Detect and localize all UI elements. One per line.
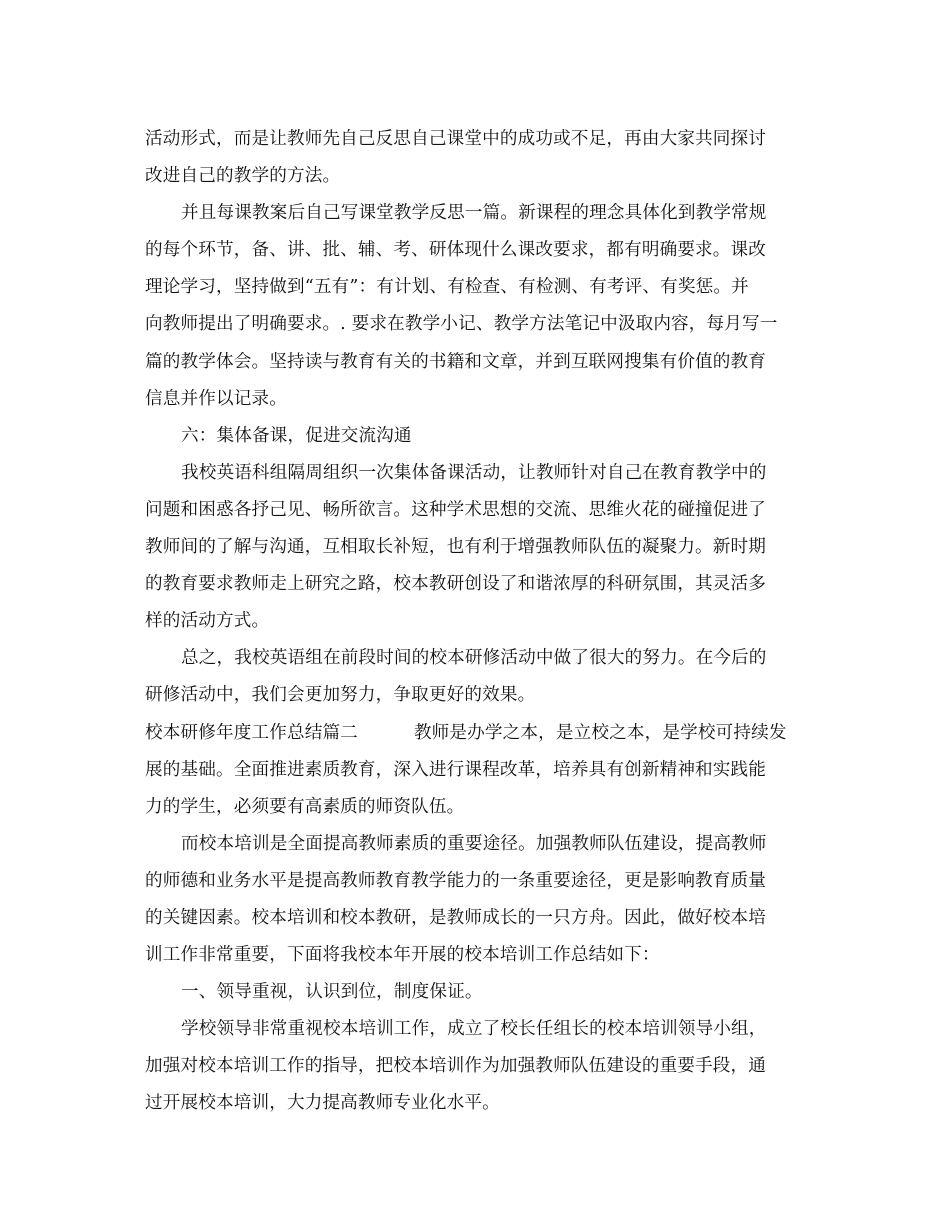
paragraph-start-line: 学校领导非常重视校本培训工作，成立了校长任组长的校本培训领导小组， (181, 1019, 767, 1040)
text-line: 的每个环节，备、讲、批、辅、考、研体现什么课改要求，都有明确要求。课改 (145, 240, 767, 261)
text-line: 向教师提出了明确要求。. 要求在教学小记、教学方法笔记中汲取内容，每月写一 (145, 314, 778, 335)
paragraph-start-line: 而校本培训是全面提高教师素质的重要途径。加强教师队伍建设，提高教师 (181, 833, 767, 854)
text-line: 活动形式，而是让教师先自己反思自己课堂中的成功或不足，再由大家共同探讨 (145, 129, 767, 149)
article-title-line (145, 715, 813, 752)
document-page (145, 121, 813, 1123)
text-line: 信息并作以记录。 (145, 388, 287, 409)
article-title: 校本研修年度工作总结篇二 (145, 722, 358, 743)
section-heading-one: 一、领导重视，认识到位，制度保证。 (181, 982, 483, 1003)
paragraph-start-line: 总之，我校英语组在前段时间的校本研修活动中做了很大的努力。在今后的 (181, 648, 767, 669)
paragraph-start-line: 我校英语科组隔周组织一次集体备课活动，让教师针对自己在教育教学中的 (181, 462, 767, 483)
text-line: 研修活动中，我们会更加努力，争取更好的效果。 (145, 685, 536, 706)
text-line: 篇的教学体会。坚持读与教育有关的书籍和文章，并到互联网搜集有价值的教育 (145, 351, 767, 372)
text-line: 教师间的了解与沟通，互相取长补短，也有利于增强教师队伍的凝聚力。新时期 (145, 537, 767, 558)
section-heading-six: 六：集体备课，促进交流沟通 (181, 425, 412, 446)
text-line: 的师德和业务水平是提高教师教育教学能力的一条重要途径，更是影响教育质量 (145, 870, 767, 891)
text-line: 力的学生，必须要有高素质的师资队伍。 (145, 796, 465, 817)
text-line: 的教育要求教师走上研究之路，校本教研创设了和谐浓厚的科研氛围，其灵活多 (145, 574, 767, 595)
text-line: 展的基础。全面推进素质教育，深入进行课程改革，培养具有创新精神和实践能 (145, 759, 767, 780)
text-line: 加强对校本培训工作的指导，把校本培训作为加强教师队伍建设的重要手段，通 (145, 1056, 767, 1077)
paragraph-start-line: 并且每课教案后自己写课堂教学反思一篇。新课程的理念具体化到教学常规 (181, 203, 767, 224)
text-line: 过开展校本培训，大力提高教师专业化水平。 (145, 1093, 500, 1114)
text-line: 理论学习，坚持做到“五有”：有计划、有检查、有检测、有考评、有奖惩。并 (145, 277, 749, 298)
text-line: 训工作非常重要，下面将我校本年开展的校本培训工作总结如下： (145, 945, 660, 966)
article-intro-text: 教师是办学之本，是立校之本，是学校可持续发 (413, 722, 787, 743)
text-line: 改进自己的教学的方法。 (145, 166, 341, 187)
text-line: 问题和困惑各抒己见、畅所欲言。这种学术思想的交流、思维火花的碰撞促进了 (145, 499, 767, 520)
text-line: 样的活动方式。 (145, 611, 270, 632)
text-line: 的关键因素。校本培训和校本教研，是教师成长的一只方舟。因此，做好校本培 (145, 907, 767, 928)
